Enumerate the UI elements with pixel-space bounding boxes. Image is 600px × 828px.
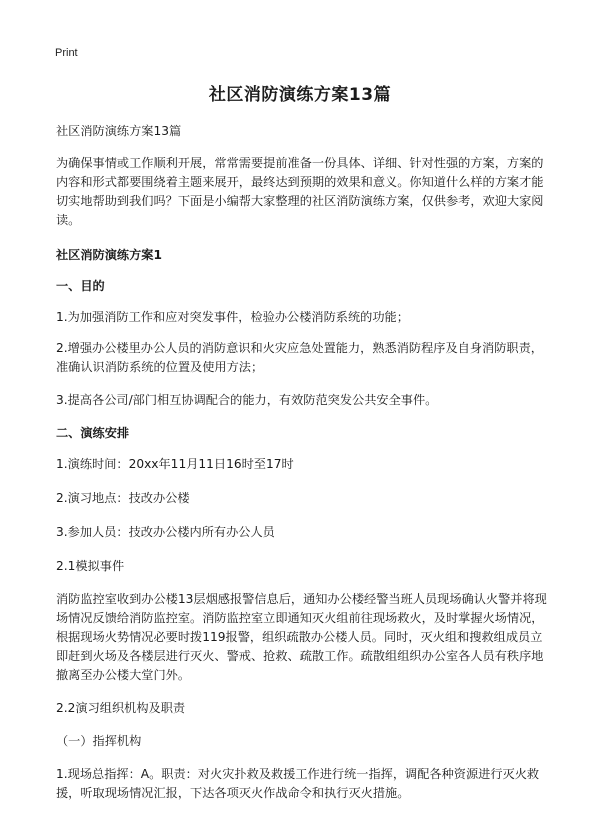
org-heading: （一）指挥机构 bbox=[56, 734, 142, 748]
page-title: 社区消防演练方案13篇 bbox=[208, 85, 392, 105]
arrangement-item-2: 2.演习地点：技改办公楼 bbox=[56, 491, 190, 505]
purpose-item-1: 1.为加强消防工作和应对突发事件，检验办公楼消防系统的功能； bbox=[56, 310, 409, 324]
commander-paragraph: 1.现场总指挥：A。职责：对火灾扑救及救援工作进行统一指挥，调配各种资源进行灭火救援，听取现场情况汇报，下达各项灭火作战命令和执行灭火措施。 bbox=[56, 767, 540, 800]
event-paragraph: 消防监控室收到办公楼13层烟感报警信息后，通知办公楼经警当班人员现场确认火警并将现场情况反馈给消防监控室。消防监控室立即通知灭火组前往现场救火，及时掌握火场情况，根据现场火势情况必要时拨119报警，组织疏散办公楼人员。同时，灭火组和搜救组成员立即赶到火场及各楼层进行灭火、警戒、抢救、疏散工作。疏散组组织办公室各人员有秩序地撤离至办公楼大堂门外。 bbox=[56, 592, 547, 682]
subsection-2-2: 2.2演习组织机构及职责 bbox=[56, 701, 186, 715]
section1-heading: 一、目的 bbox=[56, 279, 105, 293]
plan1-heading: 社区消防演练方案1 bbox=[56, 248, 162, 262]
doc-subtitle: 社区消防演练方案13篇 bbox=[56, 124, 182, 138]
purpose-item-2: 2.增强办公楼里办公人员的消防意识和火灾应急处置能力，熟悉消防程序及自身消防职责，准确认识消防系统的位置及使用方法； bbox=[56, 341, 543, 374]
print-link[interactable]: Print bbox=[55, 47, 78, 59]
section2-heading: 二、演练安排 bbox=[56, 426, 130, 440]
arrangement-item-1: 1.演练时间：20xx年11月11日16时至17时 bbox=[56, 457, 294, 471]
document-body bbox=[56, 122, 552, 803]
purpose-item-3: 3.提高各公司/部门相互协调配合的能力，有效防范突发公共安全事件。 bbox=[56, 393, 438, 407]
arrangement-item-3: 3.参加人员：技改办公楼内所有办公人员 bbox=[56, 525, 275, 539]
intro-paragraph: 为确保事情或工作顺利开展，常常需要提前准备一份具体、详细、针对性强的方案，方案的内容和形式都要围绕着主题来展开，最终达到预期的效果和意义。你知道什么样的方案才能切实地帮助到我们吗？下面是小编帮大家整理的社区消防演练方案，仅供参考，欢迎大家阅读。 bbox=[56, 156, 544, 227]
subsection-2-1: 2.1模拟事件 bbox=[56, 559, 125, 573]
